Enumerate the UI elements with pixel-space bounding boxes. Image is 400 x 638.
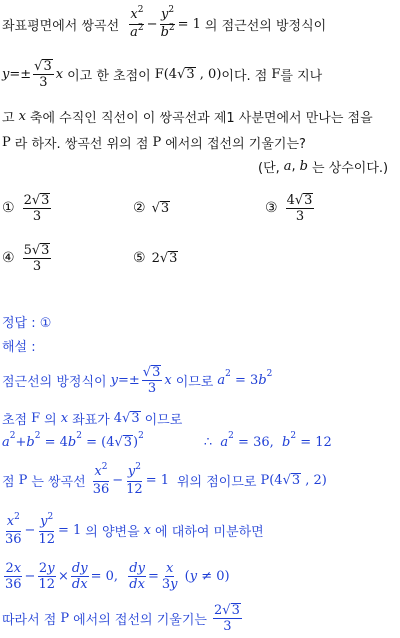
fraction: $x^2$ $a^2$ bbox=[130, 4, 144, 40]
solution-line-5: $x^2$ 36 − $\frac{y^2}{12}$ = 1 의 양변을 x 에 대하여 미분하면 bbox=[5, 511, 264, 547]
answer-label: 정답 : ① bbox=[2, 315, 52, 331]
option-2[interactable]: ② √3 bbox=[133, 200, 170, 216]
problem-text: 라 하자. 쌍곡선 위의 점 bbox=[14, 136, 149, 152]
solution-text: 초점 bbox=[2, 412, 28, 428]
option-1[interactable]: ① 2√3 3 bbox=[2, 192, 50, 224]
option-mark: ⑤ bbox=[133, 250, 146, 266]
problem-text: 좌표평면에서 쌍곡선 bbox=[2, 18, 120, 34]
option-mark: ④ bbox=[2, 250, 15, 266]
problem-text: 이고 한 초점이 bbox=[67, 68, 151, 84]
solution-text: 에 대하여 미분하면 bbox=[155, 524, 264, 540]
problem-text: 의 점근선의 방정식이 bbox=[204, 18, 327, 34]
fraction: $\frac{y^2}{b^2}$ bbox=[160, 4, 175, 40]
problem-text: 에서의 접선의 기울기는? bbox=[165, 136, 306, 152]
problem-line-2: y =± $\frac{√3}{3}$ x 이고 한 초점이 F(4√3 , 0) 이다. 점 F 를 지나 bbox=[2, 58, 323, 90]
solution-line-2: 초점 F 의 x 좌표가 4√3 이므로 bbox=[2, 410, 183, 428]
option-mark: ② bbox=[133, 200, 146, 216]
solution-text: 의 bbox=[44, 412, 57, 428]
solution-line-7: 따라서 점 P 에서의 접선의 기울기는 2√3 3 bbox=[2, 602, 240, 634]
solution-line-3: a 2 + b 2 = 4 b 2 = (4√3) 2 ∴ a 2 = 36, b 2 = 12 bbox=[2, 431, 332, 450]
problem-line-3: 고 x 축에 수직인 직선이 이 쌍곡선과 제1 사분면에서 만나는 점을 bbox=[2, 108, 373, 126]
solution-text: 는 쌍곡선 bbox=[31, 474, 86, 490]
note-text: (단, bbox=[258, 160, 280, 176]
problem-text: 이다. 점 bbox=[221, 68, 268, 84]
solution-text: 점근선의 방정식이 bbox=[2, 374, 107, 390]
solution-text: 이므로 bbox=[144, 412, 183, 428]
solution-text: 에서의 접선의 기울기는 bbox=[73, 612, 207, 628]
option-4[interactable]: ④ 5√3 3 bbox=[2, 242, 50, 274]
option-mark: ③ bbox=[265, 200, 278, 216]
solution-text: 이므로 bbox=[175, 374, 214, 390]
note-text: 는 상수이다.) bbox=[312, 160, 389, 176]
explanation-label: 해설 : bbox=[2, 339, 36, 355]
solution-line-1: 점근선의 방정식이 y =± $\frac{√3}{3}$ x 이므로 a 2 = 3 b 2 bbox=[2, 364, 273, 396]
solution-text: 점 bbox=[2, 474, 15, 490]
solution-text: 의 양변을 bbox=[85, 524, 140, 540]
problem-text: 를 지나 bbox=[280, 68, 323, 84]
solution-text: 좌표가 bbox=[72, 412, 110, 428]
problem-text: 고 bbox=[2, 110, 15, 126]
fraction: $\frac{√3}{3}$ bbox=[34, 58, 52, 90]
solution-line-6: 2x 36 − $\frac{2y}{12}$ × $\frac{dy}{dx}$ = 0, $\frac{dy}{dx}$ = $\frac{x}{3y}$ ( y ≠ 0) bbox=[5, 560, 230, 592]
solution-line-4: 점 P 는 쌍곡선 $x^2$ 36 − $\frac{y^2}{12}$ = 1 위의 점이므로 P(4√3 , 2) bbox=[2, 461, 327, 497]
problem-text: 축에 수직인 직선이 이 쌍곡선과 제1 사분면에서 만나는 점을 bbox=[29, 110, 373, 126]
problem-note: (단, a , b 는 상수이다.) bbox=[258, 158, 389, 176]
solution-text: 따라서 점 bbox=[2, 612, 57, 628]
problem-line-4: P 라 하자. 쌍곡선 위의 점 P 에서의 접선의 기울기는? bbox=[2, 134, 306, 152]
option-3[interactable]: ③ 4√3 3 bbox=[265, 192, 313, 224]
option-mark: ① bbox=[2, 200, 15, 216]
solution-text: 위의 점이므로 bbox=[176, 474, 257, 490]
option-5[interactable]: ⑤ 2√3 bbox=[133, 250, 178, 266]
problem-line-1: 좌표평면에서 쌍곡선 $x^2$ $a^2$ − $\frac{y^2}{b^2}$ = 1 의 점근선의 방정식이 bbox=[2, 4, 327, 40]
